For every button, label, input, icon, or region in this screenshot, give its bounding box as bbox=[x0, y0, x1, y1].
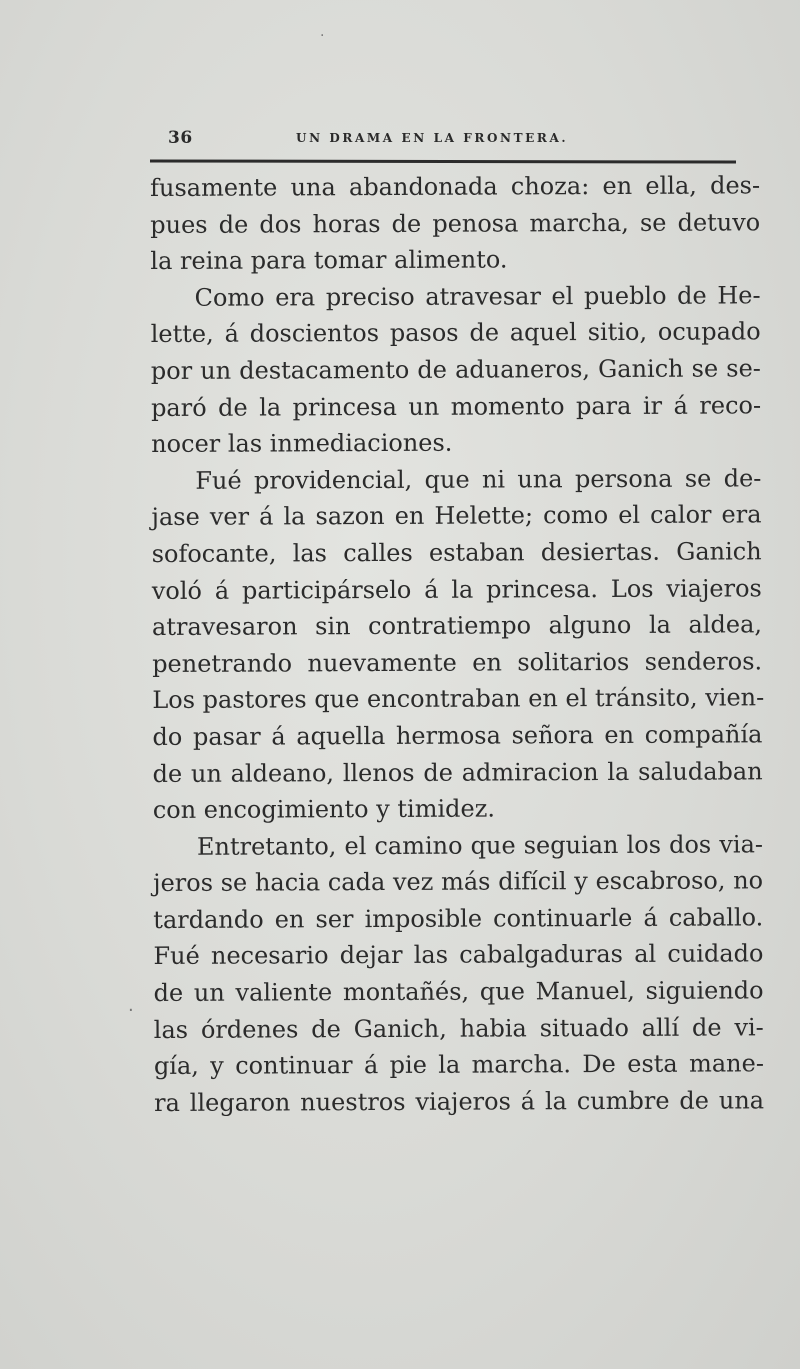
text-line: sofocante, las calles estaban desiertas. Ganich bbox=[151, 537, 762, 568]
text-line: atravesaron sin contratiempo alguno la aldea, bbox=[151, 610, 763, 642]
text-line: fusamente una abandonada choza: en ella, des- bbox=[150, 171, 761, 202]
text-line: voló á participárselo á la princesa. Los viajeros bbox=[151, 573, 762, 605]
body-text bbox=[150, 167, 764, 1121]
text-line: la reina para tomar alimento. bbox=[150, 245, 508, 276]
text-line: pues de dos horas de penosa marcha, se detuvo bbox=[150, 207, 761, 239]
paper-speck: · bbox=[320, 28, 325, 44]
text-line: Fué necesario dejar las cabalgaduras al cuidado bbox=[153, 939, 764, 971]
text-line: por un destacamento de aduaneros, Ganich se se- bbox=[150, 354, 761, 385]
text-line: ra llegaron nuestros viajeros á la cumbre de una bbox=[154, 1086, 765, 1117]
page-number: 36 bbox=[168, 128, 193, 148]
margin-speck: · bbox=[128, 1000, 134, 1021]
running-title: UN DRAMA EN LA FRONTERA. bbox=[296, 131, 569, 145]
text-line: jeros se hacia cada vez más difícil y escabroso, no bbox=[153, 866, 764, 898]
paragraph-start-line: Como era preciso atravesar el pueblo de He- bbox=[194, 281, 761, 312]
page-header bbox=[168, 128, 740, 154]
text-line: nocer las inmediaciones. bbox=[151, 428, 453, 459]
paragraph-start-line: Fué providencial, que ni una persona se de- bbox=[195, 464, 762, 495]
text-line: penetrando nuevamente en solitarios senderos. bbox=[152, 647, 763, 678]
text-line: do pasar á aquella hermosa señora en compañía bbox=[152, 720, 763, 751]
text-line: Los pastores que encontraban en el tránsito, vien- bbox=[152, 683, 765, 715]
text-line: lette, á doscientos pasos de aquel sitio, ocupado bbox=[150, 317, 761, 349]
text-line: gía, y continuar á pie la marcha. De esta mane- bbox=[153, 1049, 764, 1081]
text-line: tardando en ser imposible continuarle á caballo. bbox=[153, 903, 764, 934]
paragraph-start-line: Entretanto, el camino que seguian los dos via- bbox=[196, 830, 764, 861]
text-line: jase ver á la sazon en Helette; como el calor era bbox=[151, 500, 762, 532]
text-line: de un aldeano, llenos de admiracion la saludaban bbox=[152, 756, 763, 788]
text-line: las órdenes de Ganich, habia situado allí de vi- bbox=[153, 1012, 764, 1044]
text-line: con encogimiento y timidez. bbox=[152, 794, 496, 825]
text-line: de un valiente montañés, que Manuel, siguiendo bbox=[153, 976, 764, 1008]
header-rule bbox=[150, 159, 736, 163]
text-line: paró de la princesa un momento para ir á reco- bbox=[150, 390, 762, 422]
